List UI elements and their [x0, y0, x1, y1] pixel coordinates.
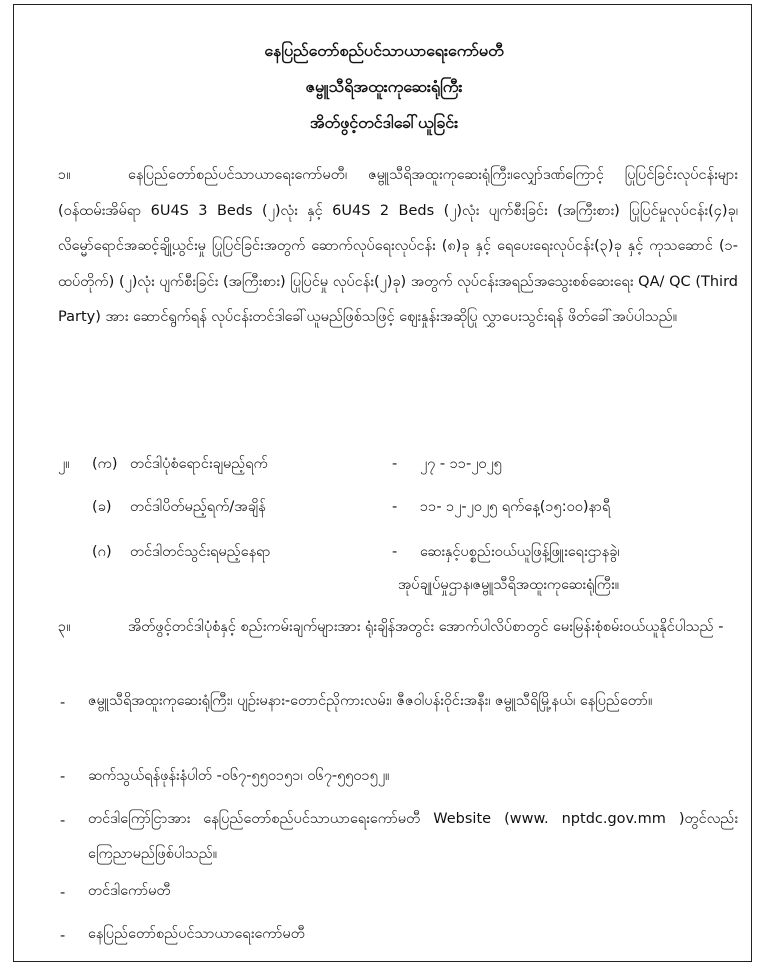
item-ka-label: တင်ဒါပုံစံရောင်းချမည့်ရက်	[130, 456, 268, 472]
heading-organization: နေပြည်တော်စည်ပင်သာယာရေးကော်မတီ	[264, 41, 504, 60]
item-ka-mark: (က)	[92, 456, 118, 472]
item-ga-value-line2: အုပ်ချုပ်မှုဌာန၊ဇမ္ဗူသီရိအထူးကုဆေးရုံကြီး။	[398, 577, 620, 593]
bullet-phone: ဆက်သွယ်ရန်ဖုန်းနံပါတ် -၀၆၇-၅၅၀၁၅၁၊ ၀၆၇-၅၅၀၁၅၂။	[88, 768, 390, 784]
item-kha-label: တင်ဒါပိတ်မည့်ရက်/အချိန်	[130, 499, 266, 515]
bullet-dash: -	[60, 928, 66, 944]
section-3-number: ၃။	[58, 619, 71, 635]
item-ka-dash: -	[392, 456, 398, 472]
item-ga-mark: (ဂ)	[92, 544, 112, 560]
heading-tender-title: အိတ်ဖွင့်တင်ဒါခေါ်ယူခြင်း	[309, 113, 459, 132]
bullet-dash: -	[60, 813, 66, 829]
heading-hospital: ဇမ္ဗူသီရိအထူးကုဆေးရုံကြီး	[305, 77, 463, 96]
item-kha-value: ၁၁- ၁၂-၂၀၂၅ ရက်နေ့(၁၅:၀၀)နာရီ	[420, 499, 611, 515]
section-2-number: ၂။	[58, 456, 70, 472]
bullet-address: ဇမ္ဗူသီရိအထူးကုဆေးရုံကြီး၊ ပျဉ်းမနား-တောင်ညိုကားလမ်း၊ ဇီဇဝါပန်းဝိုင်းအနီး၊ ဇမ္ဗူသီရိမြို့နယ်၊ နေပြည်တော်။	[88, 693, 653, 709]
section-1-paragraph	[58, 158, 738, 336]
section-3-text: အိတ်ဖွင့်တင်ဒါပုံစံနှင့် စည်းကမ်းချက်များအား ရုံးချိန်အတွင်း အောက်ပါလိပ်စာတွင် မေးမြန်းစုံစမ်းဝယ်ယူနိုင်ပါသည် -	[128, 619, 724, 635]
section-1-number: ၁။	[58, 167, 71, 183]
bullet-signatory: နေပြည်တော်စည်ပင်သာယာရေးကော်မတီ	[88, 926, 305, 942]
item-kha-dash: -	[392, 499, 398, 515]
item-ga-label: တင်ဒါတင်သွင်းရမည့်နေရာ	[130, 544, 271, 560]
bullet-dash: -	[60, 769, 66, 785]
section-3-paragraph	[58, 610, 738, 646]
item-ka-value: ၂၇ - ၁၁-၂၀၂၅	[420, 456, 502, 472]
bullet-committee: တင်ဒါကော်မတီ	[88, 883, 171, 899]
item-ga-dash: -	[392, 544, 398, 560]
item-ga-value: ဆေးနှင့်ပစ္စည်းဝယ်ယူဖြန့်ဖြူးရေးဌာနခွဲ၊	[420, 544, 620, 560]
bullet-dash: -	[60, 695, 66, 711]
section-1-text: နေပြည်တော်စည်ပင်သာယာရေးကော်မတီ၊ ဇမ္ဗူသီရိအထူးကုဆေးရုံကြီး၊လျှော်ဒဏ်ကြောင့် ပြုပြင်ခြင်းလုပ်ငန်းများ (ဝန်ထမ်းအိမ်ရာ 6U4S 3 Beds (၂)လုံး နှင့် 6U4S 2 Beds (၂)လုံး ပျက်စီးခြင်း (အကြီးစား) ပြုပြင်မှုလုပ်ငန်း(၄)ခု၊ လိမ္မော်ရောင်အဆင့်ချို့ယွင်းမှု ပြုပြင်ခြင်းအတွက် ဆောက်လုပ်ရေးလုပ်ငန်း (၈)ခု နှင့် ရေပေးရေးလုပ်ငန်း(၃)ခု နှင့် ကုသဆောင် (၁-ထပ်တိုက်) (၂)လုံး ပျက်စီးခြင်း (အကြီးစား) ပြုပြင်မှု လုပ်ငန်း(၂)ခု) အတွက် လုပ်ငန်းအရည်အသွေးစစ်ဆေးရေး QA/ QC (Third Party) အား ဆောင်ရွက်ရန် လုပ်ငန်းတင်ဒါခေါ်ယူမည်ဖြစ်သဖြင့် ဈေးနှုန်းအဆိုပြု လွှာပေးသွင်းရန် ဖိတ်ခေါ်အပ်ပါသည်။	[58, 167, 738, 325]
bullet-dash: -	[60, 885, 66, 901]
bullet-website: တင်ဒါကြော်ငြာအား နေပြည်တော်စည်ပင်သာယာရေးကော်မတီ Website (www. nptdc.gov.mm )တွင်လည်း ကြေညာမည်ဖြစ်ပါသည်။	[88, 811, 738, 862]
item-kha-mark: (ခ)	[92, 499, 112, 515]
